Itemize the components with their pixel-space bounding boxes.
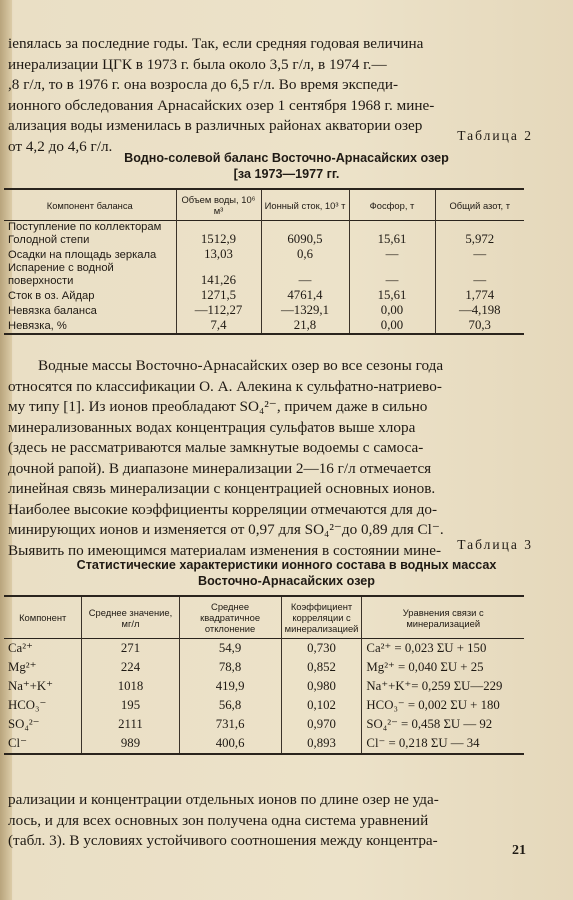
column-header: Ионный сток, 10³ т [261,189,349,221]
table-cell: — [435,247,524,262]
table-cell: Испарение с водной поверхности [8,262,114,287]
column-header: Среднее квадратичное отклонение [179,596,281,639]
table-cell: HCO₃⁻ = 0,002 ΣU + 180 [362,696,524,715]
table-cell: 7,4 [176,318,261,334]
table-cell: 1018 [82,677,179,696]
table-cell: 989 [82,734,179,754]
table-row [4,696,524,715]
table-cell: Na⁺+K⁺ [8,679,53,693]
column-header: Компонент [19,612,67,623]
table-cell: 2111 [82,715,179,734]
table-cell: 0,893 [281,734,362,754]
table-2-title-line1: Водно-солевой баланс Восточно-Арнасайских озер [124,151,449,165]
text-line: лось, и для всех основных зон получена одна система уравнений [8,811,429,829]
text-line: (здесь не рассматриваются малые замкнутые водоемы с самоса- [8,439,424,456]
water-salt-balance-table [4,188,524,335]
table-cell: Mg²⁺ = 0,040 ΣU + 25 [362,658,524,677]
table-cell: Осадки на площадь зеркала [8,249,157,261]
table-cell: 0,6 [261,247,349,262]
table-cell: Cl⁻ = 0,218 ΣU — 34 [362,734,524,754]
text-line: ienялась за последние годы. Так, если средняя годовая величина [8,35,424,52]
table-2-title-line2: [за 1973—1977 гг. [233,167,340,181]
column-header: Объем воды, 10⁶ м³ [176,189,261,221]
table-cell: Ca²⁺ = 0,023 ΣU + 150 [362,639,524,659]
table-cell: Ca²⁺ [8,641,33,655]
text-line: относятся по классификации О. А. Алекина к сульфатно-натриево- [8,377,442,395]
table-2-title [0,150,573,182]
column-header: Общий азот, т [435,189,524,221]
table-cell: 21,8 [261,318,349,334]
table-cell: Невязка, % [8,320,67,332]
text-line: от 4,2 до 4,6 г/л. [8,137,113,155]
table-row [4,247,524,262]
table-cell: —4,198 [435,303,524,318]
table-row [4,734,524,754]
paragraph-3 [8,790,528,852]
table-cell: 419,9 [179,677,281,696]
text-line: дочной рапой). В диапазоне минерализации 2—16 г/л отмечается [8,459,432,477]
column-header: Коэффициент корреляции с минерализацией [281,596,362,639]
table-3-title-line2: Восточно-Арнасайских озер [198,574,375,588]
table-cell: Невязка баланса [8,305,97,317]
table-3-title [0,557,573,589]
table-header-row [4,596,524,639]
table-cell: 0,852 [281,658,362,677]
table-cell: —112,27 [176,303,261,318]
text-line: минирующих ионов и изменяется от 0,97 для SO₄²⁻до 0,89 для Cl⁻. [8,521,444,538]
table-row [4,715,524,734]
column-header: Среднее значение, мг/л [82,596,179,639]
table-cell: 0,102 [281,696,362,715]
text-line: ,8 г/л, то в 1976 г. она возросла до 6,5 г/л. Во время экспеди- [8,76,399,93]
table-row [4,221,524,248]
text-line: ализация воды изменилась в различных районах акватории озер [8,117,423,134]
column-header: Фосфор, т [349,189,435,221]
table-cell: 0,00 [349,303,435,318]
table-cell: Mg²⁺ [8,660,37,674]
table-row [4,318,524,334]
table-cell: HCO₃⁻ [8,698,47,712]
table-row [4,639,524,659]
text-line: минерализованных водах концентрация сульфатов выше хлора [8,418,416,436]
text-line: рализации и концентрации отдельных ионов по длине озер не уда- [8,791,439,808]
table-cell: — [349,247,435,262]
table-cell: 0,00 [349,318,435,334]
paragraph-1 [8,34,528,157]
table-cell: 731,6 [179,715,281,734]
text-line: Водные массы Восточно-Арнасайских озер во все сезоны года [38,357,444,374]
table-cell: — [349,262,435,288]
table-cell: 15,61 [349,288,435,303]
table-cell: SO₄²⁻ [8,717,40,731]
table-cell: 13,03 [176,247,261,262]
table-2-label: Таблица 2 [457,128,533,143]
text-line: линейная связь минерализации с концентрацией основных ионов. [8,480,436,497]
table-header-row [4,189,524,221]
table-cell: 5,972 [435,221,524,248]
table-cell: 0,730 [281,639,362,659]
page-number: 21 [512,843,526,858]
table-3-label: Таблица 3 [457,537,533,552]
ion-statistics-table [4,595,524,755]
table-3-title-line1: Статистические характеристики ионного состава в водных массах [76,558,497,572]
table-row [4,677,524,696]
table-cell: SO₄²⁻ = 0,458 ΣU — 92 [362,715,524,734]
table-cell: 1,774 [435,288,524,303]
text-line: му типу [1]. Из ионов преобладают SO₄²⁻, причем даже в сильно [8,398,428,415]
table-cell: 400,6 [179,734,281,754]
text-line: (табл. 3). В условиях устойчивого соотношения между концентра- [8,832,438,849]
table-cell: 56,8 [179,696,281,715]
table-cell: 0,970 [281,715,362,734]
table-cell: Сток в оз. Айдар [8,290,95,302]
paragraph-2 [8,356,528,561]
table-cell: —1329,1 [261,303,349,318]
table-cell: 224 [82,658,179,677]
table-cell: 6090,5 [261,221,349,248]
table-row [4,303,524,318]
table-row [4,262,524,288]
text-line: ионного обследования Арнасайских озер 1 сентября 1968 г. мине- [8,96,435,114]
table-cell: 141,26 [176,262,261,288]
table-cell: 15,61 [349,221,435,248]
table-cell: 0,980 [281,677,362,696]
table-cell: 4761,4 [261,288,349,303]
table-cell: 1512,9 [176,221,261,248]
table-cell: 78,8 [179,658,281,677]
text-line: инерализации ЦГК в 1973 г. была около 3,5 г/л, в 1974 г.— [8,55,387,73]
table-cell: 54,9 [179,639,281,659]
text-line: Выявить по имеющимся материалам изменения в состоянии мине- [8,541,441,559]
table-cell: Na⁺+K⁺= 0,259 ΣU—229 [362,677,524,696]
column-header: Уравнения связи с минерализацией [362,596,524,639]
table-cell: — [261,262,349,288]
table-cell: Поступление по коллекторам Голодной степи [8,221,162,246]
table-cell: — [435,262,524,288]
table-cell: 70,3 [435,318,524,334]
table-cell: 271 [82,639,179,659]
table-cell: Cl⁻ [8,736,27,750]
column-header: Компонент баланса [46,199,133,211]
table-cell: 195 [82,696,179,715]
table-row [4,288,524,303]
text-line: Наиболее высокие коэффициенты корреляции отмечаются для до- [8,500,438,518]
table-row [4,658,524,677]
table-cell: 1271,5 [176,288,261,303]
